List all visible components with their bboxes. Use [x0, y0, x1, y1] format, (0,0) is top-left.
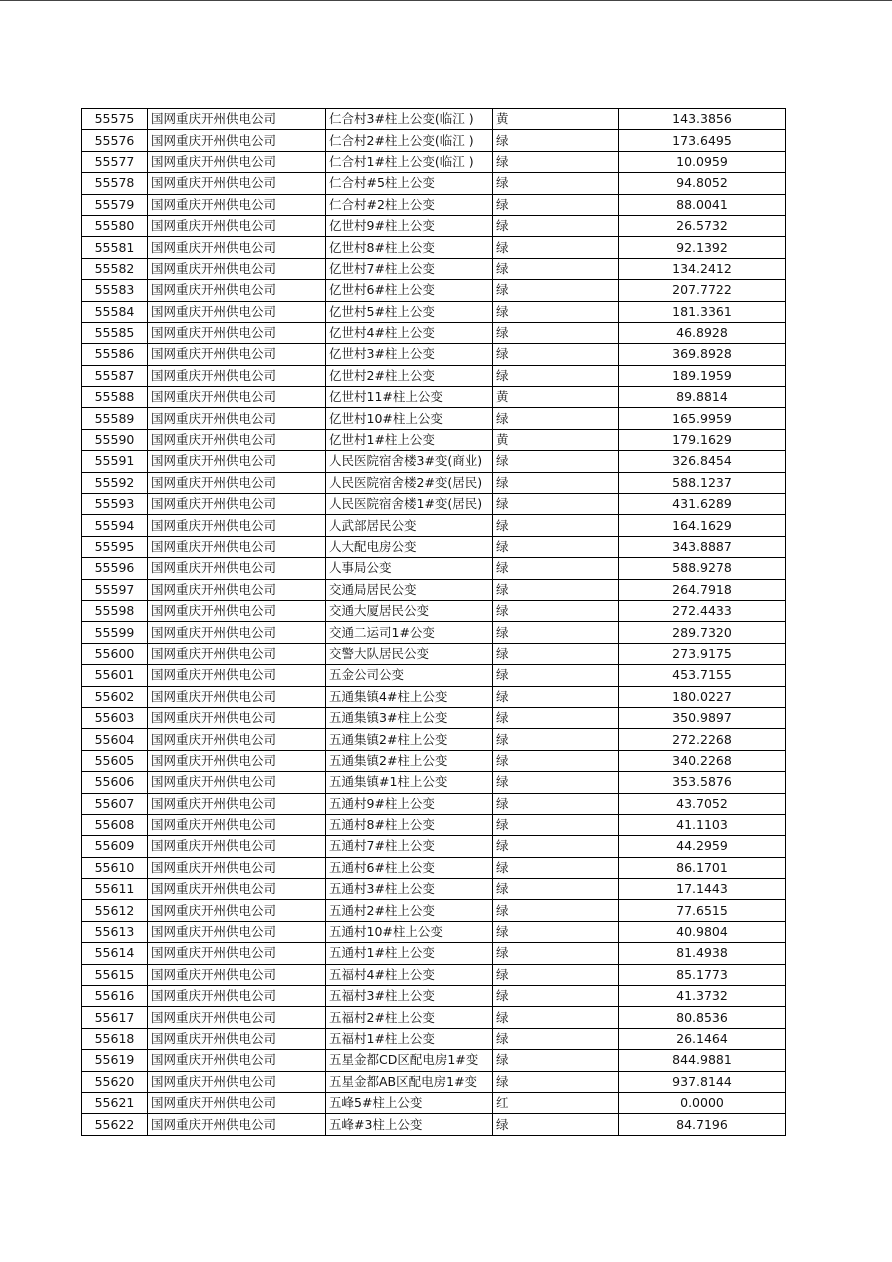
company-name-cell: 国网重庆开州供电公司	[148, 986, 326, 1007]
row-id-cell: 55581	[82, 237, 148, 258]
transformer-name-cell: 仁合村1#柱上公变(临江 )	[326, 151, 493, 172]
transformer-name-cell: 人大配电房公变	[326, 536, 493, 557]
table-row	[82, 814, 786, 835]
status-color-cell: 绿	[493, 536, 619, 557]
row-id-cell: 55592	[82, 472, 148, 493]
transformer-name-cell: 人民医院宿舍楼3#变(商业)	[326, 451, 493, 472]
table-row	[82, 451, 786, 472]
company-name-cell: 国网重庆开州供电公司	[148, 215, 326, 236]
transformer-name-cell: 亿世村4#柱上公变	[326, 322, 493, 343]
transformer-name-cell: 五福村3#柱上公变	[326, 986, 493, 1007]
status-color-cell: 绿	[493, 1071, 619, 1092]
status-color-cell: 绿	[493, 280, 619, 301]
status-color-cell: 红	[493, 1092, 619, 1113]
transformer-name-cell: 亿世村11#柱上公变	[326, 387, 493, 408]
company-name-cell: 国网重庆开州供电公司	[148, 1092, 326, 1113]
status-color-cell: 绿	[493, 365, 619, 386]
status-color-cell: 黄	[493, 109, 619, 130]
company-name-cell: 国网重庆开州供电公司	[148, 408, 326, 429]
status-color-cell: 绿	[493, 772, 619, 793]
status-color-cell: 绿	[493, 964, 619, 985]
value-cell: 207.7722	[619, 280, 786, 301]
status-color-cell: 绿	[493, 665, 619, 686]
company-name-cell: 国网重庆开州供电公司	[148, 600, 326, 621]
transformer-name-cell: 五金公司公变	[326, 665, 493, 686]
transformer-name-cell: 五通村6#柱上公变	[326, 857, 493, 878]
row-id-cell: 55619	[82, 1050, 148, 1071]
status-color-cell: 绿	[493, 194, 619, 215]
table-row	[82, 1114, 786, 1135]
transformer-name-cell: 人武部居民公变	[326, 515, 493, 536]
value-cell: 134.2412	[619, 258, 786, 279]
table-row	[82, 1092, 786, 1113]
table-row	[82, 365, 786, 386]
row-id-cell: 55615	[82, 964, 148, 985]
table-row	[82, 109, 786, 130]
company-name-cell: 国网重庆开州供电公司	[148, 494, 326, 515]
company-name-cell: 国网重庆开州供电公司	[148, 194, 326, 215]
status-color-cell: 绿	[493, 814, 619, 835]
table-row	[82, 729, 786, 750]
table-row	[82, 986, 786, 1007]
transformer-name-cell: 五通村3#柱上公变	[326, 879, 493, 900]
value-cell: 26.1464	[619, 1028, 786, 1049]
table-row	[82, 494, 786, 515]
row-id-cell: 55594	[82, 515, 148, 536]
company-name-cell: 国网重庆开州供电公司	[148, 387, 326, 408]
value-cell: 41.3732	[619, 986, 786, 1007]
value-cell: 46.8928	[619, 322, 786, 343]
row-id-cell: 55586	[82, 344, 148, 365]
transformer-name-cell: 五通集镇3#柱上公变	[326, 707, 493, 728]
company-name-cell: 国网重庆开州供电公司	[148, 472, 326, 493]
table-row	[82, 643, 786, 664]
table-row	[82, 301, 786, 322]
value-cell: 81.4938	[619, 943, 786, 964]
transformer-name-cell: 五通集镇#1柱上公变	[326, 772, 493, 793]
transformer-name-cell: 五通村8#柱上公变	[326, 814, 493, 835]
row-id-cell: 55620	[82, 1071, 148, 1092]
value-cell: 44.2959	[619, 836, 786, 857]
row-id-cell: 55610	[82, 857, 148, 878]
row-id-cell: 55601	[82, 665, 148, 686]
row-id-cell: 55605	[82, 750, 148, 771]
transformer-name-cell: 仁合村2#柱上公变(临江 )	[326, 130, 493, 151]
value-cell: 80.8536	[619, 1007, 786, 1028]
row-id-cell: 55575	[82, 109, 148, 130]
table-row	[82, 964, 786, 985]
company-name-cell: 国网重庆开州供电公司	[148, 109, 326, 130]
status-color-cell: 绿	[493, 472, 619, 493]
value-cell: 84.7196	[619, 1114, 786, 1135]
value-cell: 350.9897	[619, 707, 786, 728]
transformer-name-cell: 五通村9#柱上公变	[326, 793, 493, 814]
value-cell: 165.9959	[619, 408, 786, 429]
company-name-cell: 国网重庆开州供电公司	[148, 665, 326, 686]
table-row	[82, 900, 786, 921]
transformer-name-cell: 五通村2#柱上公变	[326, 900, 493, 921]
value-cell: 10.0959	[619, 151, 786, 172]
transformer-name-cell: 五星金都CD区配电房1#变	[326, 1050, 493, 1071]
table-row	[82, 515, 786, 536]
company-name-cell: 国网重庆开州供电公司	[148, 879, 326, 900]
page-top-border	[0, 0, 892, 1]
row-id-cell: 55596	[82, 558, 148, 579]
row-id-cell: 55622	[82, 1114, 148, 1135]
value-cell: 937.8144	[619, 1071, 786, 1092]
transformer-name-cell: 五通村7#柱上公变	[326, 836, 493, 857]
row-id-cell: 55608	[82, 814, 148, 835]
company-name-cell: 国网重庆开州供电公司	[148, 750, 326, 771]
transformer-name-cell: 五通集镇2#柱上公变	[326, 729, 493, 750]
company-name-cell: 国网重庆开州供电公司	[148, 1114, 326, 1135]
value-cell: 164.1629	[619, 515, 786, 536]
row-id-cell: 55611	[82, 879, 148, 900]
table-row	[82, 665, 786, 686]
value-cell: 273.9175	[619, 643, 786, 664]
table-row	[82, 879, 786, 900]
status-color-cell: 绿	[493, 515, 619, 536]
transformer-name-cell: 仁合村#2柱上公变	[326, 194, 493, 215]
company-name-cell: 国网重庆开州供电公司	[148, 515, 326, 536]
transformer-name-cell: 人事局公变	[326, 558, 493, 579]
company-name-cell: 国网重庆开州供电公司	[148, 857, 326, 878]
value-cell: 189.1959	[619, 365, 786, 386]
table-row	[82, 280, 786, 301]
status-color-cell: 绿	[493, 151, 619, 172]
company-name-cell: 国网重庆开州供电公司	[148, 772, 326, 793]
transformer-name-cell: 交通二运司1#公变	[326, 622, 493, 643]
row-id-cell: 55590	[82, 429, 148, 450]
value-cell: 272.4433	[619, 600, 786, 621]
row-id-cell: 55603	[82, 707, 148, 728]
table-row	[82, 194, 786, 215]
transformer-name-cell: 亿世村1#柱上公变	[326, 429, 493, 450]
transformer-name-cell: 五福村1#柱上公变	[326, 1028, 493, 1049]
status-color-cell: 绿	[493, 130, 619, 151]
row-id-cell: 55582	[82, 258, 148, 279]
row-id-cell: 55598	[82, 600, 148, 621]
company-name-cell: 国网重庆开州供电公司	[148, 686, 326, 707]
row-id-cell: 55616	[82, 986, 148, 1007]
transformer-name-cell: 五通集镇4#柱上公变	[326, 686, 493, 707]
value-cell: 181.3361	[619, 301, 786, 322]
row-id-cell: 55591	[82, 451, 148, 472]
transformer-name-cell: 仁合村3#柱上公变(临江 )	[326, 109, 493, 130]
value-cell: 343.8887	[619, 536, 786, 557]
company-name-cell: 国网重庆开州供电公司	[148, 729, 326, 750]
table-row	[82, 387, 786, 408]
row-id-cell: 55576	[82, 130, 148, 151]
status-color-cell: 绿	[493, 344, 619, 365]
company-name-cell: 国网重庆开州供电公司	[148, 558, 326, 579]
row-id-cell: 55578	[82, 173, 148, 194]
value-cell: 173.6495	[619, 130, 786, 151]
status-color-cell: 绿	[493, 237, 619, 258]
row-id-cell: 55607	[82, 793, 148, 814]
status-color-cell: 绿	[493, 173, 619, 194]
row-id-cell: 55621	[82, 1092, 148, 1113]
row-id-cell: 55595	[82, 536, 148, 557]
company-name-cell: 国网重庆开州供电公司	[148, 237, 326, 258]
value-cell: 77.6515	[619, 900, 786, 921]
status-color-cell: 绿	[493, 301, 619, 322]
company-name-cell: 国网重庆开州供电公司	[148, 643, 326, 664]
company-name-cell: 国网重庆开州供电公司	[148, 151, 326, 172]
value-cell: 85.1773	[619, 964, 786, 985]
row-id-cell: 55584	[82, 301, 148, 322]
value-cell: 588.1237	[619, 472, 786, 493]
status-color-cell: 绿	[493, 707, 619, 728]
table-row	[82, 857, 786, 878]
status-color-cell: 绿	[493, 579, 619, 600]
row-id-cell: 55579	[82, 194, 148, 215]
table-row	[82, 579, 786, 600]
status-color-cell: 绿	[493, 750, 619, 771]
company-name-cell: 国网重庆开州供电公司	[148, 258, 326, 279]
table-row	[82, 558, 786, 579]
value-cell: 40.9804	[619, 921, 786, 942]
transformer-name-cell: 亿世村8#柱上公变	[326, 237, 493, 258]
table-row	[82, 793, 786, 814]
value-cell: 180.0227	[619, 686, 786, 707]
status-color-cell: 绿	[493, 322, 619, 343]
status-color-cell: 绿	[493, 1050, 619, 1071]
company-name-cell: 国网重庆开州供电公司	[148, 1007, 326, 1028]
status-color-cell: 绿	[493, 729, 619, 750]
value-cell: 43.7052	[619, 793, 786, 814]
table-row	[82, 258, 786, 279]
row-id-cell: 55612	[82, 900, 148, 921]
transformer-name-cell: 亿世村10#柱上公变	[326, 408, 493, 429]
table-row	[82, 750, 786, 771]
value-cell: 17.1443	[619, 879, 786, 900]
value-cell: 143.3856	[619, 109, 786, 130]
data-table	[81, 108, 786, 1136]
value-cell: 26.5732	[619, 215, 786, 236]
company-name-cell: 国网重庆开州供电公司	[148, 1028, 326, 1049]
transformer-name-cell: 人民医院宿舍楼1#变(居民)	[326, 494, 493, 515]
status-color-cell: 绿	[493, 1007, 619, 1028]
status-color-cell: 绿	[493, 793, 619, 814]
status-color-cell: 绿	[493, 258, 619, 279]
company-name-cell: 国网重庆开州供电公司	[148, 365, 326, 386]
table-row	[82, 836, 786, 857]
company-name-cell: 国网重庆开州供电公司	[148, 1050, 326, 1071]
company-name-cell: 国网重庆开州供电公司	[148, 344, 326, 365]
value-cell: 264.7918	[619, 579, 786, 600]
company-name-cell: 国网重庆开州供电公司	[148, 429, 326, 450]
company-name-cell: 国网重庆开州供电公司	[148, 536, 326, 557]
row-id-cell: 55580	[82, 215, 148, 236]
company-name-cell: 国网重庆开州供电公司	[148, 301, 326, 322]
transformer-name-cell: 五峰#3柱上公变	[326, 1114, 493, 1135]
status-color-cell: 绿	[493, 879, 619, 900]
transformer-name-cell: 亿世村5#柱上公变	[326, 301, 493, 322]
row-id-cell: 55588	[82, 387, 148, 408]
value-cell: 88.0041	[619, 194, 786, 215]
company-name-cell: 国网重庆开州供电公司	[148, 322, 326, 343]
company-name-cell: 国网重庆开州供电公司	[148, 280, 326, 301]
transformer-name-cell: 五通村10#柱上公变	[326, 921, 493, 942]
table-row	[82, 943, 786, 964]
value-cell: 86.1701	[619, 857, 786, 878]
company-name-cell: 国网重庆开州供电公司	[148, 622, 326, 643]
status-color-cell: 黄	[493, 387, 619, 408]
status-color-cell: 绿	[493, 836, 619, 857]
transformer-name-cell: 五星金都AB区配电房1#变	[326, 1071, 493, 1092]
status-color-cell: 绿	[493, 643, 619, 664]
table-row	[82, 1007, 786, 1028]
row-id-cell: 55599	[82, 622, 148, 643]
table-row	[82, 429, 786, 450]
value-cell: 340.2268	[619, 750, 786, 771]
company-name-cell: 国网重庆开州供电公司	[148, 130, 326, 151]
transformer-name-cell: 交警大队居民公变	[326, 643, 493, 664]
value-cell: 272.2268	[619, 729, 786, 750]
table-row	[82, 1050, 786, 1071]
company-name-cell: 国网重庆开州供电公司	[148, 921, 326, 942]
row-id-cell: 55617	[82, 1007, 148, 1028]
table-row	[82, 772, 786, 793]
company-name-cell: 国网重庆开州供电公司	[148, 900, 326, 921]
row-id-cell: 55614	[82, 943, 148, 964]
transformer-name-cell: 交通大厦居民公变	[326, 600, 493, 621]
value-cell: 289.7320	[619, 622, 786, 643]
value-cell: 326.8454	[619, 451, 786, 472]
table-row	[82, 472, 786, 493]
value-cell: 353.5876	[619, 772, 786, 793]
row-id-cell: 55604	[82, 729, 148, 750]
company-name-cell: 国网重庆开州供电公司	[148, 814, 326, 835]
status-color-cell: 绿	[493, 215, 619, 236]
transformer-name-cell: 亿世村7#柱上公变	[326, 258, 493, 279]
value-cell: 0.0000	[619, 1092, 786, 1113]
value-cell: 431.6289	[619, 494, 786, 515]
company-name-cell: 国网重庆开州供电公司	[148, 793, 326, 814]
transformer-name-cell: 五通集镇2#柱上公变	[326, 750, 493, 771]
company-name-cell: 国网重庆开州供电公司	[148, 836, 326, 857]
status-color-cell: 绿	[493, 600, 619, 621]
value-cell: 89.8814	[619, 387, 786, 408]
status-color-cell: 绿	[493, 1028, 619, 1049]
value-cell: 844.9881	[619, 1050, 786, 1071]
table-row	[82, 130, 786, 151]
row-id-cell: 55593	[82, 494, 148, 515]
value-cell: 453.7155	[619, 665, 786, 686]
table-row	[82, 707, 786, 728]
transformer-name-cell: 五通村1#柱上公变	[326, 943, 493, 964]
row-id-cell: 55577	[82, 151, 148, 172]
status-color-cell: 绿	[493, 408, 619, 429]
value-cell: 92.1392	[619, 237, 786, 258]
table-row	[82, 1071, 786, 1092]
value-cell: 179.1629	[619, 429, 786, 450]
row-id-cell: 55606	[82, 772, 148, 793]
transformer-name-cell: 五福村2#柱上公变	[326, 1007, 493, 1028]
transformer-name-cell: 人民医院宿舍楼2#变(居民)	[326, 472, 493, 493]
row-id-cell: 55602	[82, 686, 148, 707]
table-row	[82, 322, 786, 343]
row-id-cell: 55585	[82, 322, 148, 343]
transformer-name-cell: 仁合村#5柱上公变	[326, 173, 493, 194]
status-color-cell: 黄	[493, 429, 619, 450]
company-name-cell: 国网重庆开州供电公司	[148, 964, 326, 985]
status-color-cell: 绿	[493, 921, 619, 942]
status-color-cell: 绿	[493, 986, 619, 1007]
table-row	[82, 1028, 786, 1049]
table-row	[82, 536, 786, 557]
company-name-cell: 国网重庆开州供电公司	[148, 451, 326, 472]
table-row	[82, 151, 786, 172]
status-color-cell: 绿	[493, 622, 619, 643]
status-color-cell: 绿	[493, 857, 619, 878]
row-id-cell: 55583	[82, 280, 148, 301]
row-id-cell: 55587	[82, 365, 148, 386]
status-color-cell: 绿	[493, 558, 619, 579]
table-row	[82, 344, 786, 365]
transformer-name-cell: 亿世村2#柱上公变	[326, 365, 493, 386]
row-id-cell: 55597	[82, 579, 148, 600]
value-cell: 369.8928	[619, 344, 786, 365]
table-row	[82, 921, 786, 942]
row-id-cell: 55589	[82, 408, 148, 429]
transformer-name-cell: 五福村4#柱上公变	[326, 964, 493, 985]
transformer-name-cell: 亿世村9#柱上公变	[326, 215, 493, 236]
table-row	[82, 237, 786, 258]
company-name-cell: 国网重庆开州供电公司	[148, 707, 326, 728]
value-cell: 94.8052	[619, 173, 786, 194]
row-id-cell: 55613	[82, 921, 148, 942]
transformer-name-cell: 亿世村3#柱上公变	[326, 344, 493, 365]
company-name-cell: 国网重庆开州供电公司	[148, 173, 326, 194]
transformer-name-cell: 五峰5#柱上公变	[326, 1092, 493, 1113]
status-color-cell: 绿	[493, 451, 619, 472]
row-id-cell: 55609	[82, 836, 148, 857]
table-row	[82, 173, 786, 194]
status-color-cell: 绿	[493, 1114, 619, 1135]
table-row	[82, 622, 786, 643]
transformer-name-cell: 交通局居民公变	[326, 579, 493, 600]
status-color-cell: 绿	[493, 900, 619, 921]
table-row	[82, 408, 786, 429]
status-color-cell: 绿	[493, 494, 619, 515]
table-row	[82, 600, 786, 621]
row-id-cell: 55600	[82, 643, 148, 664]
company-name-cell: 国网重庆开州供电公司	[148, 943, 326, 964]
transformer-name-cell: 亿世村6#柱上公变	[326, 280, 493, 301]
table-row	[82, 686, 786, 707]
company-name-cell: 国网重庆开州供电公司	[148, 1071, 326, 1092]
value-cell: 588.9278	[619, 558, 786, 579]
table-row	[82, 215, 786, 236]
status-color-cell: 绿	[493, 686, 619, 707]
company-name-cell: 国网重庆开州供电公司	[148, 579, 326, 600]
row-id-cell: 55618	[82, 1028, 148, 1049]
value-cell: 41.1103	[619, 814, 786, 835]
status-color-cell: 绿	[493, 943, 619, 964]
